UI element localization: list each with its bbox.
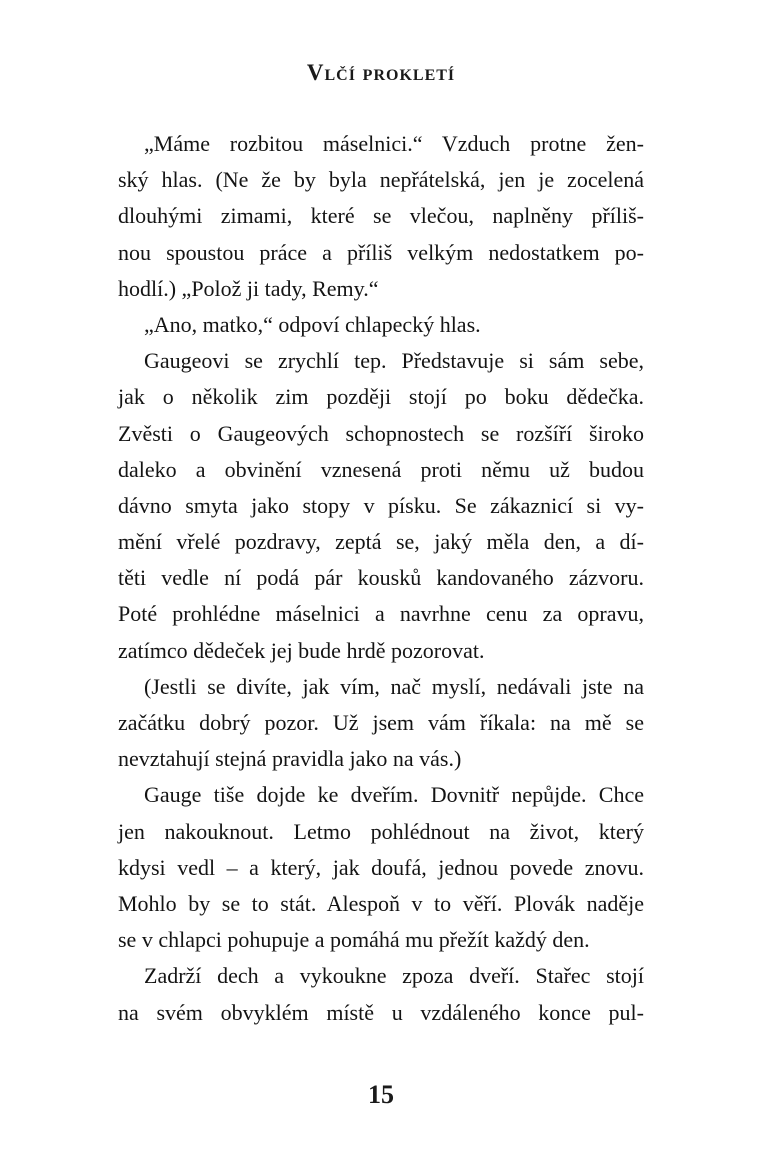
text-line: na svém obvyklém místě u vzdáleného konce pul- xyxy=(118,999,644,1025)
running-head: Vlčí prokletí xyxy=(306,60,456,85)
text-line: daleko a obvinění vznesená proti němu už budou xyxy=(118,456,644,482)
text-line: Gauge tiše dojde ke dveřím. Dovnitř nepůjde. Chce xyxy=(144,782,644,808)
text-line: Zvěsti o Gaugeových schopnostech se rozšíří široko xyxy=(118,420,644,446)
text-line: (Jestli se divíte, jak vím, nač myslí, nedávali jste na xyxy=(144,673,644,699)
text-line: Gaugeovi se zrychlí tep. Představuje si sám sebe, xyxy=(144,348,644,374)
text-line: jak o několik zim později stojí po boku dědečka. xyxy=(118,384,644,410)
text-line: mění vřelé pozdravy, zeptá se, jaký měla den, a dí- xyxy=(118,529,644,555)
text-line: hodlí.) „Polož ji tady, Remy.“ xyxy=(118,275,379,301)
text-line: zatímco dědeček jej bude hrdě pozorovat. xyxy=(118,637,485,663)
text-line: ský hlas. (Ne že by byla nepřátelská, jen je zocelená xyxy=(118,167,644,193)
text-line: jen nakouknout. Letmo pohlédnout na život, který xyxy=(118,818,644,844)
text-line: začátku dobrý pozor. Už jsem vám říkala: na mě se xyxy=(118,710,644,735)
text-line: Zadrží dech a vykoukne zpoza dveří. Stařec stojí xyxy=(144,963,644,989)
text-line: kdysi vedl – a který, jak doufá, jednou povede znovu. xyxy=(118,854,644,880)
text-line: Mohlo by se to stát. Alespoň v to věří. Plovák naděje xyxy=(118,890,644,916)
text-line: nou spoustou práce a příliš velkým nedostatkem po- xyxy=(118,239,644,265)
page-number: 15 xyxy=(368,1080,394,1109)
text-line: Poté prohlédne máselnici a navrhne cenu za opravu, xyxy=(118,601,644,627)
text-line: „Ano, matko,“ odpoví chlapecký hlas. xyxy=(144,311,481,337)
text-line: dlouhými zimami, které se vlečou, naplněny příliš- xyxy=(118,203,644,229)
text-line: „Máme rozbitou máselnici.“ Vzduch protne žen- xyxy=(144,131,644,156)
text-line: se v chlapci pohupuje a pomáhá mu přežít každý den. xyxy=(118,927,590,953)
text-line: dávno smyta jako stopy v písku. Se zákaznicí si vy- xyxy=(118,492,644,518)
body-text xyxy=(118,126,644,1031)
text-line: těti vedle ní podá pár kousků kandovaného zázvoru. xyxy=(118,565,644,591)
text-line: nevztahují stejná pravidla jako na vás.) xyxy=(118,746,462,772)
